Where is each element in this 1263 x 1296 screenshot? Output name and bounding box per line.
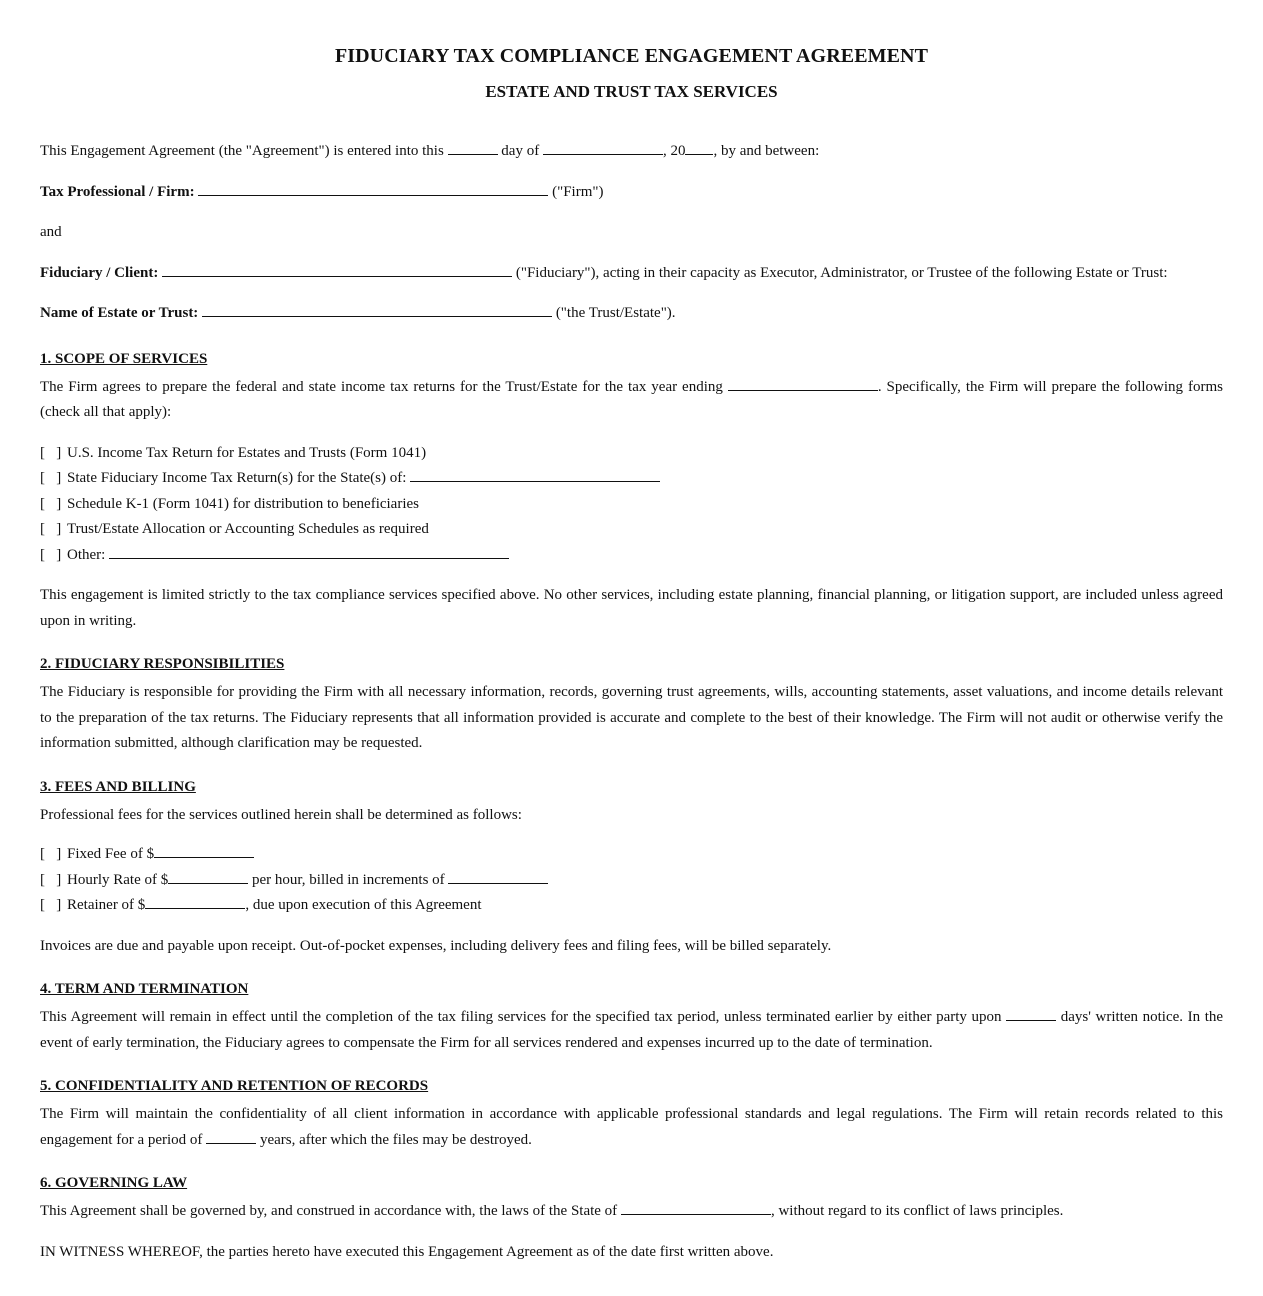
form-label-k1: Schedule K-1 (Form 1041) for distribution to beneficiaries [67, 495, 420, 512]
document-subtitle: ESTATE AND TRUST TAX SERVICES [485, 82, 778, 101]
billing-increment-blank[interactable] [448, 869, 548, 884]
forms-checklist [40, 441, 1223, 569]
hourly-rate-label: Hourly Rate of $ [67, 871, 169, 888]
fixed-fee-blank[interactable] [154, 843, 254, 858]
state-blank[interactable] [410, 467, 660, 482]
hourly-rate-blank[interactable] [168, 869, 248, 884]
checkbox-retainer[interactable]: [ ] [40, 897, 62, 913]
fees-checklist [40, 842, 1223, 919]
form-item-allocation[interactable] [40, 517, 1223, 543]
witness-paragraph: IN WITNESS WHEREOF, the parties hereto have executed this Engagement Agreement as of the date first written above. [40, 1243, 774, 1260]
scope-text-2: . Specifically, the Firm will prepare the following forms (check all that apply): [40, 378, 1223, 420]
year-blank[interactable] [685, 140, 713, 155]
fee-item-retainer[interactable] [40, 893, 1223, 919]
fee-item-fixed[interactable] [40, 842, 1223, 868]
section-heading-governing-law: 6. GOVERNING LAW [40, 1175, 188, 1191]
confidentiality-paragraph [40, 1102, 1223, 1153]
form-label-allocation: Trust/Estate Allocation or Accounting Schedules as required [67, 521, 429, 537]
term-text-1: This Agreement will remain in effect until the completion of the tax filing services for the specified tax period, unless terminated earlier by either party upon [40, 1009, 1002, 1025]
form-label-state: State Fiduciary Income Tax Return(s) for the State(s) of: [67, 470, 407, 486]
section-heading-fiduciary: 2. FIDUCIARY RESPONSIBILITIES [40, 656, 285, 672]
checkbox-1041[interactable]: [ ] [40, 444, 62, 461]
estate-line [40, 301, 1223, 327]
checkbox-other[interactable]: [ ] [40, 546, 62, 563]
scope-paragraph [40, 375, 1223, 426]
governing-law-text-2: , without regard to its conflict of laws principles. [770, 1203, 1064, 1219]
checkbox-hourly[interactable]: [ ] [40, 871, 62, 888]
estate-name-blank[interactable] [202, 302, 552, 317]
form-item-other[interactable] [40, 543, 1223, 569]
fixed-fee-label: Fixed Fee of $ [67, 846, 155, 862]
confidentiality-text-2: years, after which the files may be destroyed. [259, 1131, 532, 1148]
firm-name-blank[interactable] [198, 181, 548, 196]
intro-text-day-of: day of [501, 143, 540, 159]
scope-limit-paragraph: This engagement is limited strictly to the tax compliance services specified above. No other services, including estate planning, financial planning, or litigation support, are included unless agreed upon in writing. [40, 587, 1223, 629]
checkbox-k1[interactable]: [ ] [40, 495, 62, 512]
estate-suffix: ("the Trust/Estate"). [555, 305, 676, 321]
confidentiality-text-1: The Firm will maintain the confidentiality of all client information in accordance with applicable professional standards and legal regulations. The Firm will retain records related to this engagement for a period of [40, 1106, 1223, 1148]
checkbox-allocation[interactable]: [ ] [40, 521, 62, 537]
fiduciary-name-blank[interactable] [162, 262, 512, 277]
checkbox-fixed-fee[interactable]: [ ] [40, 846, 62, 862]
section-heading-confidentiality: 5. CONFIDENTIALITY AND RETENTION OF RECORDS [40, 1078, 429, 1094]
intro-text: This Engagement Agreement (the "Agreement") is entered into this [40, 143, 444, 159]
fees-intro: Professional fees for the services outlined herein shall be determined as follows: [40, 806, 522, 823]
retainer-blank[interactable] [145, 894, 245, 909]
hourly-mid-text: per hour, billed in increments of [251, 871, 445, 888]
form-item-1041[interactable] [40, 441, 1223, 467]
governing-law-paragraph [40, 1199, 1223, 1225]
section-heading-term: 4. TERM AND TERMINATION [40, 981, 249, 997]
notice-days-blank[interactable] [1006, 1006, 1056, 1021]
intro-paragraph [40, 139, 1223, 165]
term-paragraph [40, 1005, 1223, 1056]
and-line: and [40, 224, 62, 240]
firm-label: Tax Professional / Firm: [40, 183, 195, 200]
scope-text-1: The Firm agrees to prepare the federal and state income tax returns for the Trust/Estate for the tax year ending [40, 378, 723, 395]
governing-state-blank[interactable] [621, 1200, 771, 1215]
retention-years-blank[interactable] [206, 1129, 256, 1144]
fiduciary-suffix: ("Fiduciary"), acting in their capacity as Executor, Administrator, or Trustee of the following Estate or Trust: [515, 264, 1168, 281]
intro-text-year: , 20 [662, 143, 686, 159]
retainer-label: Retainer of $ [67, 897, 146, 913]
governing-law-text-1: This Agreement shall be governed by, and construed in accordance with, the laws of the State of [40, 1203, 618, 1219]
term-text-2: days' written notice. In the event of early termination, the Fiduciary agrees to compensate the Firm for all services rendered and expenses incurred up to the date of termination. [40, 1009, 1224, 1051]
form-label-1041: U.S. Income Tax Return for Estates and Trusts (Form 1041) [67, 444, 427, 461]
invoice-paragraph: Invoices are due and payable upon receipt. Out-of-pocket expenses, including delivery fees and filing fees, will be billed separately. [40, 937, 832, 954]
document-title: FIDUCIARY TAX COMPLIANCE ENGAGEMENT AGREEMENT [334, 45, 929, 67]
other-blank[interactable] [109, 544, 509, 559]
retainer-suffix: , due upon execution of this Agreement [245, 897, 482, 913]
fiduciary-line [40, 261, 1223, 287]
firm-line [40, 180, 1223, 206]
estate-label: Name of Estate or Trust: [40, 305, 199, 321]
tax-year-ending-blank[interactable] [728, 376, 878, 391]
form-item-state[interactable] [40, 466, 1223, 492]
checkbox-state[interactable]: [ ] [40, 470, 62, 486]
month-blank[interactable] [543, 140, 663, 155]
intro-text-between: , by and between: [713, 143, 820, 159]
fiduciary-label: Fiduciary / Client: [40, 264, 159, 281]
fee-item-hourly[interactable] [40, 868, 1223, 894]
section-heading-scope: 1. SCOPE OF SERVICES [40, 350, 208, 367]
firm-suffix: ("Firm") [552, 183, 604, 200]
form-label-other: Other: [67, 546, 106, 563]
section-heading-fees: 3. FEES AND BILLING [40, 778, 196, 795]
fiduciary-paragraph: The Fiduciary is responsible for providing the Firm with all necessary information, records, governing trust agreements, wills, accounting statements, asset valuations, and income details relevant to the preparation of the tax returns. The Fiduciary represents that all information provided is accurate and complete to the best of their knowledge. The Firm will not audit or otherwise verify the information submitted, although clarification may be requested. [40, 684, 1223, 751]
day-blank[interactable] [448, 140, 498, 155]
form-item-k1[interactable] [40, 492, 1223, 518]
